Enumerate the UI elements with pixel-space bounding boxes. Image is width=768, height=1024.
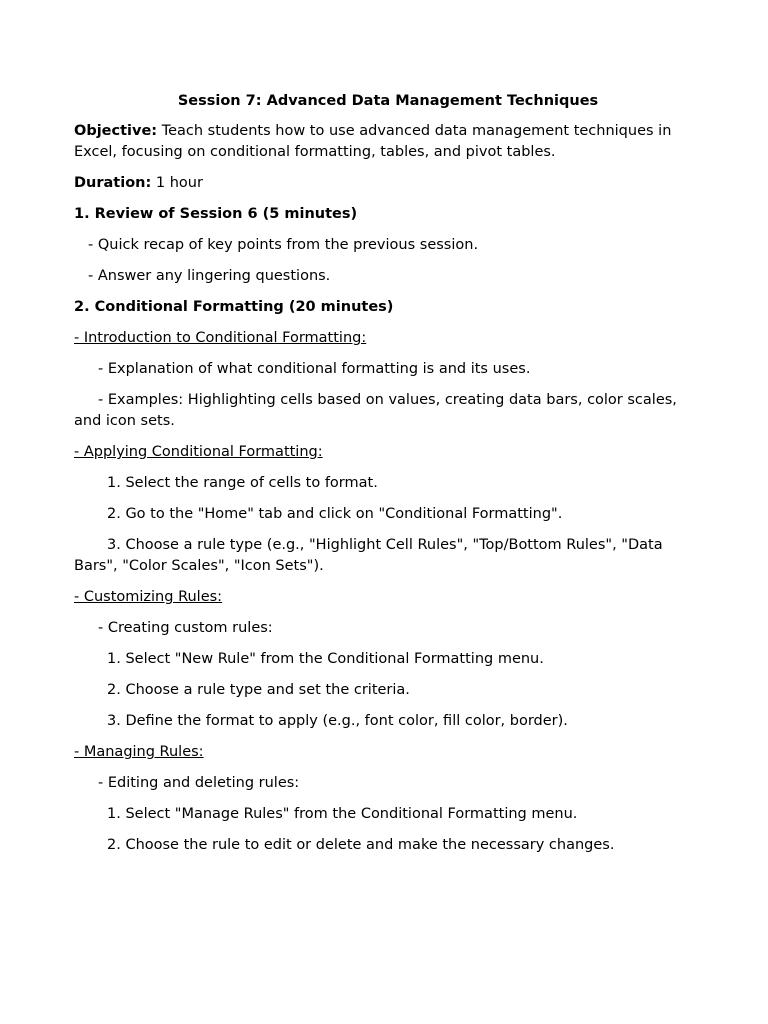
managing-step: 2. Choose the rule to edit or delete and make the necessary changes. — [107, 837, 615, 853]
customizing-step: 2. Choose a rule type and set the criteria. — [107, 682, 410, 698]
managing-heading: - Managing Rules: — [74, 744, 204, 760]
customizing-heading: - Customizing Rules: — [74, 589, 223, 605]
objective-paragraph — [74, 121, 702, 163]
document-page — [74, 91, 702, 866]
customizing-sub: - Creating custom rules: — [98, 620, 273, 636]
duration-paragraph — [74, 173, 702, 194]
managing-step: 1. Select "Manage Rules" from the Conditional Formatting menu. — [107, 806, 578, 822]
intro-item: - Explanation of what conditional formatting is and its uses. — [98, 361, 531, 377]
applying-heading: - Applying Conditional Formatting: — [74, 444, 323, 460]
customizing-step: 3. Define the format to apply (e.g., font color, fill color, border). — [107, 713, 568, 729]
duration-text: 1 hour — [151, 175, 203, 191]
intro-item: - Examples: Highlighting cells based on values, creating data bars, color scales, and icon sets. — [74, 392, 677, 429]
section1-heading: 1. Review of Session 6 (5 minutes) — [74, 206, 358, 222]
applying-step: 3. Choose a rule type (e.g., "Highlight Cell Rules", "Top/Bottom Rules", "Data Bars", "Color Scales", "Icon Sets"). — [74, 537, 663, 574]
objective-text: Teach students how to use advanced data management techniques in Excel, focusing on conditional formatting, tables, and pivot tables. — [74, 123, 672, 160]
intro-heading: - Introduction to Conditional Formatting: — [74, 330, 367, 346]
duration-label: Duration: — [74, 175, 152, 191]
section1-item: - Answer any lingering questions. — [88, 268, 331, 284]
customizing-step: 1. Select "New Rule" from the Conditional Formatting menu. — [107, 651, 544, 667]
applying-step: 2. Go to the "Home" tab and click on "Conditional Formatting". — [107, 506, 563, 522]
section2-heading: 2. Conditional Formatting (20 minutes) — [74, 299, 394, 315]
objective-label: Objective: — [74, 123, 158, 139]
document-title: Session 7: Advanced Data Management Techniques — [177, 93, 599, 109]
managing-sub: - Editing and deleting rules: — [98, 775, 300, 791]
applying-step: 1. Select the range of cells to format. — [107, 475, 378, 491]
section1-item: - Quick recap of key points from the previous session. — [88, 237, 479, 253]
